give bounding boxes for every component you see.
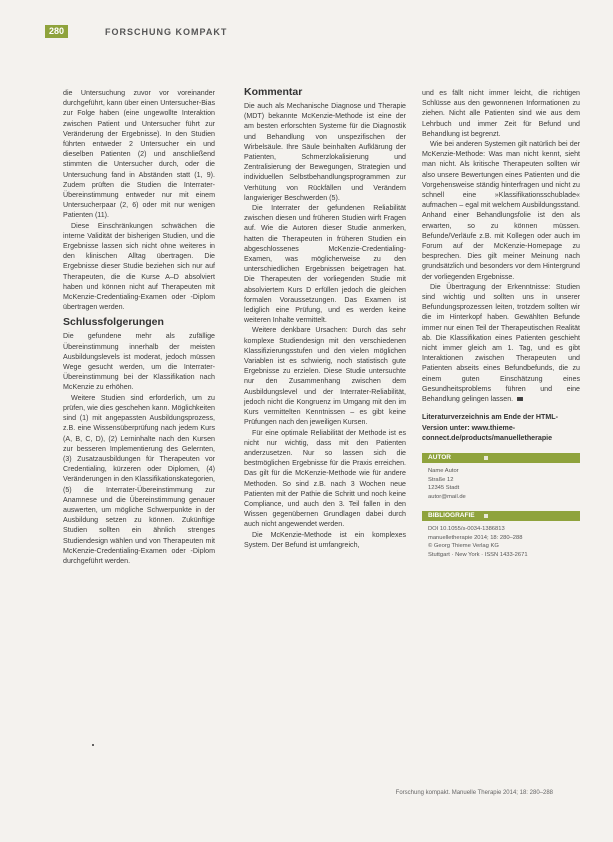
section-heading: Kommentar [244,86,303,98]
bibliography-line: © Georg Thieme Verlag KG [428,543,499,550]
paragraph: Die gefundene mehr als zufällige Übereinstimmung innerhalb der meisten Ausbildungslevels ist moderat, jedoch müssen Wege gesucht werden, um die Interrater-Übereinstimmung bei der Klassifikation nach McKenzie zu erhöhen. [63,332,215,392]
bibliography-line: Stuttgart · New York · ISSN 1433-2671 [428,552,528,559]
bibliography-box [422,521,580,559]
paragraph: Die McKenzie-Methode ist ein komplexes System. Der Befund ist umfangreich, [244,530,406,549]
author-line: 12345 Stadt [428,485,460,492]
section-heading: Schlussfolgerungen [63,316,164,329]
bibliography-box-title: BIBLIOGRAFIE [422,511,580,521]
bibliography-line: DOI 10.1055/s-0034-1386813 [428,526,505,533]
page-header [0,22,613,40]
author-line: Straße 12 [428,476,454,483]
author-line: Name Autor [428,467,459,474]
author-line: autor@mail.de [428,493,466,500]
bibliography-line: manuelletherapie 2014; 18: 280–288 [428,534,523,541]
paragraph: Für eine optimale Reliabilität der Methode ist es nicht nur wichtig, dass mit den Patienten anderzusetzen. Nur so lassen sich die bestmöglichen Ergebnisse für die Praxis erreichen. Das gilt für die McKenzie-Methode wie für andere Methoden. So sind z.B. nach 3 Wochen neue Patienten mit der Pathie die Schritt und noch keine Compliance, und auch den 3. Teil fallen in den Wissen gegenübernen Grundlagen dabei durch auch nicht angewendet werden. [244,428,406,529]
literature-reference-link[interactable]: Literaturverzeichnis am Ende der HTML-Version unter: www.thieme-connect.de/products/manuelletherapie [422,413,558,442]
paragraph: und es fällt nicht immer leicht, die richtigen Schlüsse aus den gewonnenen Informationen zu ziehen. Nicht alle Patienten sind wie aus dem Lehrbuch und immer Zeit für Befund und Behandlung ist begrenzt. [422,89,580,138]
paragraph: Weitere denkbare Ursachen: Durch das sehr komplexe Studiendesign mit den verschiedenen Klassifizierungsstufen und den vielen möglichen Variablen ist es schwierig, noch statistisch gute Ergebnisse zu erzielen. Diese Studie untersuchte nur den Zusammenhang zwischen dem Ausbildungslevel und der Interrater-Reliabilität, jedoch nicht die Kongruenz im Umgang mit den im Kurs vermittelten Kenntnissen – es gibt keine Prüfungen nach den jeweiligen Kursen. [244,326,406,427]
author-box-title: AUTOR [422,453,580,463]
paragraph: Die Interrater der gefundenen Reliabilität zwischen diesen und früheren Studien wirft Fragen auf. Wie die Autoren dieser Studie anmerken, hatten die Therapeuten in früheren Studien ein abgeschlossenes McKenzie-Credentialing-Examen, was möglicherweise zu den unterschiedlichen Ergebnissen beigetragen hat. Die Therapeuten der vorliegenden Studie mit absolviertem Kurs D erfüllen jedoch die gleichen formalen Voraussetzungen. Das Examen ist lediglich eine Prüfung, und es werden keine weiteren Inhalte vermittelt. [244,204,406,325]
end-of-article-icon [517,397,523,401]
scan-mark [92,744,94,746]
paragraph: Wie bei anderen Systemen gilt natürlich bei der McKenzie-Methode: Was man nicht kennt, sieht man nicht. Als kritische Therapeuten sollten wir also unsere Bewertungen eines Patienten und die Vorgehensweise ständig hinterfragen und nicht zu schnell eine »Klassifikationsschublade« aufmachen – egal mit welchem Ausbildungsstand. Anhand einer Behandlungsfolie ist den als erwarten, so zu können müssen. Befunde/Verläufe z.B. mit Kollegen oder auch im Forum auf der McKenzie-Homepage zu besprechen. Dies gilt meiner Meinung nach grundsätzlich und besonders vor dem Hintergrund der vorliegenden Ergebnisse. [422,140,580,281]
paragraph: die Untersuchung zuvor vor voreinander durchgeführt, kann über einen Untersucher-Bias zur Folge haben (eine ungewollte Interaktion zwischen Patient und Untersucher führt zur Veränderung der Ergebnisse). In den Studien führten entweder 2 Untersucher ein und dieselben Patienten (2) und anschließend stimmten die Untersucher durch, oder die Untersuchung fand in Abständen statt (1, 9). Zudem prüften die Studien die Interrater-Übereinstimmung entweder nur mit einem Untersucherpaar (2, 6) oder mit nur wenigen Patienten (11). [63,89,215,220]
section-title: FORSCHUNG KOMPAKT [105,27,228,37]
paragraph [422,282,580,404]
paragraph: Weitere Studien sind erforderlich, um zu prüfen, wie dies geschehen kann. Möglichkeiten sind (1) mit angepassten Ausbildungsprozess, z.B. eine Wissensüberprüfung nach jedem Kurs (A, B, C, D), (2) Lerninhalte nach den Kursen zur besseren Implementierung des Gelernten, (3) Zusatzausbildungen für Therapeuten vor Credentialing, kürzeren oder Diplomen, (4) Veränderungen in den Klassifikationskategorien, (5) die Interrater-Übereinstimmung zur Anamnese und die Übereinstimmung genauer auswerten, um mögliche Schwerpunkte in der Ausbildung setzen zu können. Zukünftige Studien sollten ein ähnlich strenges Studiendesign wählen und von Therapeuten mit McKenzie-Credentialing-Examen oder -Diplom durchgeführt werden. [63,393,215,565]
column-middle [244,88,406,550]
paragraph: Die auch als Mechanische Diagnose und Therapie (MDT) bekannte McKenzie-Methode ist eine der am besten erforschten Systeme für die Diagnostik und Behandlung von unspezifischen der Wirbelsäule. Ihre Säule beinhalten Aufklärung der Patienten, Schmerzlokalisierung und Zentralisierung der Bewegungen, Strategien und individuellen Selbstbehandlungsprogrammen zur Verhütung von Rückfällen und Verändern langwieriger Beschwerden (5). [244,102,406,202]
page-footer: Forschung kompakt. Manuelle Therapie 2014; 18: 280–288 [395,790,553,796]
column-left [63,88,215,566]
column-right [422,88,580,560]
author-box [422,463,580,501]
paragraph: Diese Einschränkungen schwächen die interne Validität der bisherigen Studien, und die Ergebnisse lassen sich nicht ohne weiteres in den klinischen Alltag übertragen. Die Ergebnisse dieser Studie beziehen sich nur auf Therapeuten, die die Kurse A–D absolviert haben und können nicht auf Therapeuten mit McKenzie-Credentialing-Examen oder -Diplom übertragen werden. [63,221,215,312]
paragraph-text: Die Übertragung der Erkenntnisse: Studien sind wichtig und sollten uns in unserer Befundungsprozessen leiten, trotzdem sollten wir die im Hinterkopf haben. Gewählten Befunde immer nur einen Teil der Therapeutischen Realität ab. Die Klassifikation eines Patienten geschieht nicht immer gleich am 1. Tag, und es gibt Interaktionen zwischen Therapeuten und Patienten abseits eines Befundbefunds, die zu einem guten Einschätzung eines Gesundheitsproblems führen und eine Behandlung gelingen lassen. [422,282,580,404]
page-number: 280 [45,25,68,38]
